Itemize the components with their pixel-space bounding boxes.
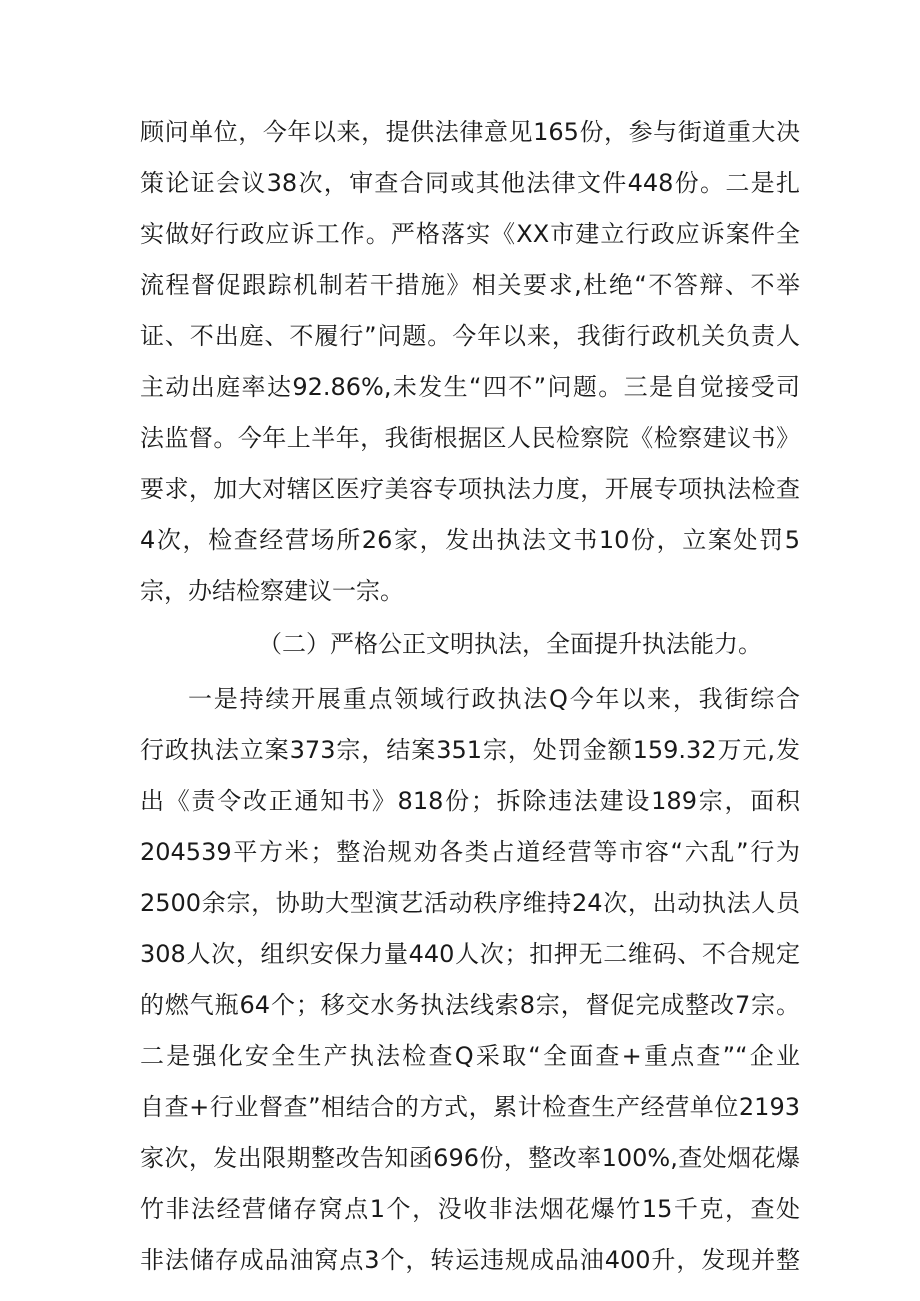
section-heading: （二）严格公正文明执法，全面提升执法能力。 bbox=[258, 630, 762, 658]
text-line-15: 204539平方米；整治规劝各类占道经营等市容“六乱”行为 bbox=[140, 838, 800, 866]
text-line-9: 4次，检查经营场所26家，发出执法文书10份，立案处罚5 bbox=[140, 526, 800, 554]
text-line-17: 308人次，组织安保力量440人次；扣押无二维码、不合规定 bbox=[140, 940, 800, 968]
text-line-13: 行政执法立案373宗，结案351宗，处罚金额159.32万元,发 bbox=[140, 736, 800, 764]
text-line-21: 家次，发出限期整改告知函696份，整改率100%,查处烟花爆 bbox=[140, 1144, 800, 1172]
text-line-2: 策论证会议38次，审查合同或其他法律文件448份。二是扎 bbox=[140, 169, 800, 197]
text-line-16: 2500余宗，协助大型演艺活动秩序维持24次，出动执法人员 bbox=[140, 889, 800, 917]
text-line-6: 主动出庭率达92.86%,未发生“四不”问题。三是自觉接受司 bbox=[140, 373, 800, 401]
text-line-22: 竹非法经营储存窝点1个，没收非法烟花爆竹15千克，查处 bbox=[140, 1195, 800, 1223]
text-line-4: 流程督促跟踪机制若干措施》相关要求,杜绝“不答辩、不举 bbox=[140, 271, 800, 299]
text-line-5: 证、不出庭、不履行”问题。今年以来，我街行政机关负责人 bbox=[140, 322, 800, 350]
text-line-14: 出《责令改正通知书》818份；拆除违法建设189宗，面积 bbox=[140, 787, 800, 815]
text-line-20: 自查+行业督查”相结合的方式，累计检查生产经营单位2193 bbox=[140, 1093, 800, 1121]
text-line-7: 法监督。今年上半年，我街根据区人民检察院《检察建议书》 bbox=[140, 424, 800, 452]
text-line-19: 二是强化安全生产执法检查Q采取“全面查+重点查”“企业 bbox=[140, 1042, 800, 1070]
text-line-8: 要求，加大对辖区医疗美容专项执法力度，开展专项执法检查 bbox=[140, 475, 800, 503]
text-line-10: 宗，办结检察建议一宗。 bbox=[140, 577, 404, 605]
text-line-18: 的燃气瓶64个；移交水务执法线索8宗，督促完成整改7宗。 bbox=[140, 991, 800, 1019]
text-line-3: 实做好行政应诉工作。严格落实《XX市建立行政应诉案件全 bbox=[140, 220, 800, 248]
text-line-1: 顾问单位，今年以来，提供法律意见165份，参与街道重大决 bbox=[140, 118, 800, 146]
text-line-23: 非法储存成品油窝点3个，转运违规成品油400升，发现并整 bbox=[140, 1246, 800, 1274]
text-line-12: 一是持续开展重点领域行政执法Q今年以来，我街综合 bbox=[188, 685, 800, 713]
